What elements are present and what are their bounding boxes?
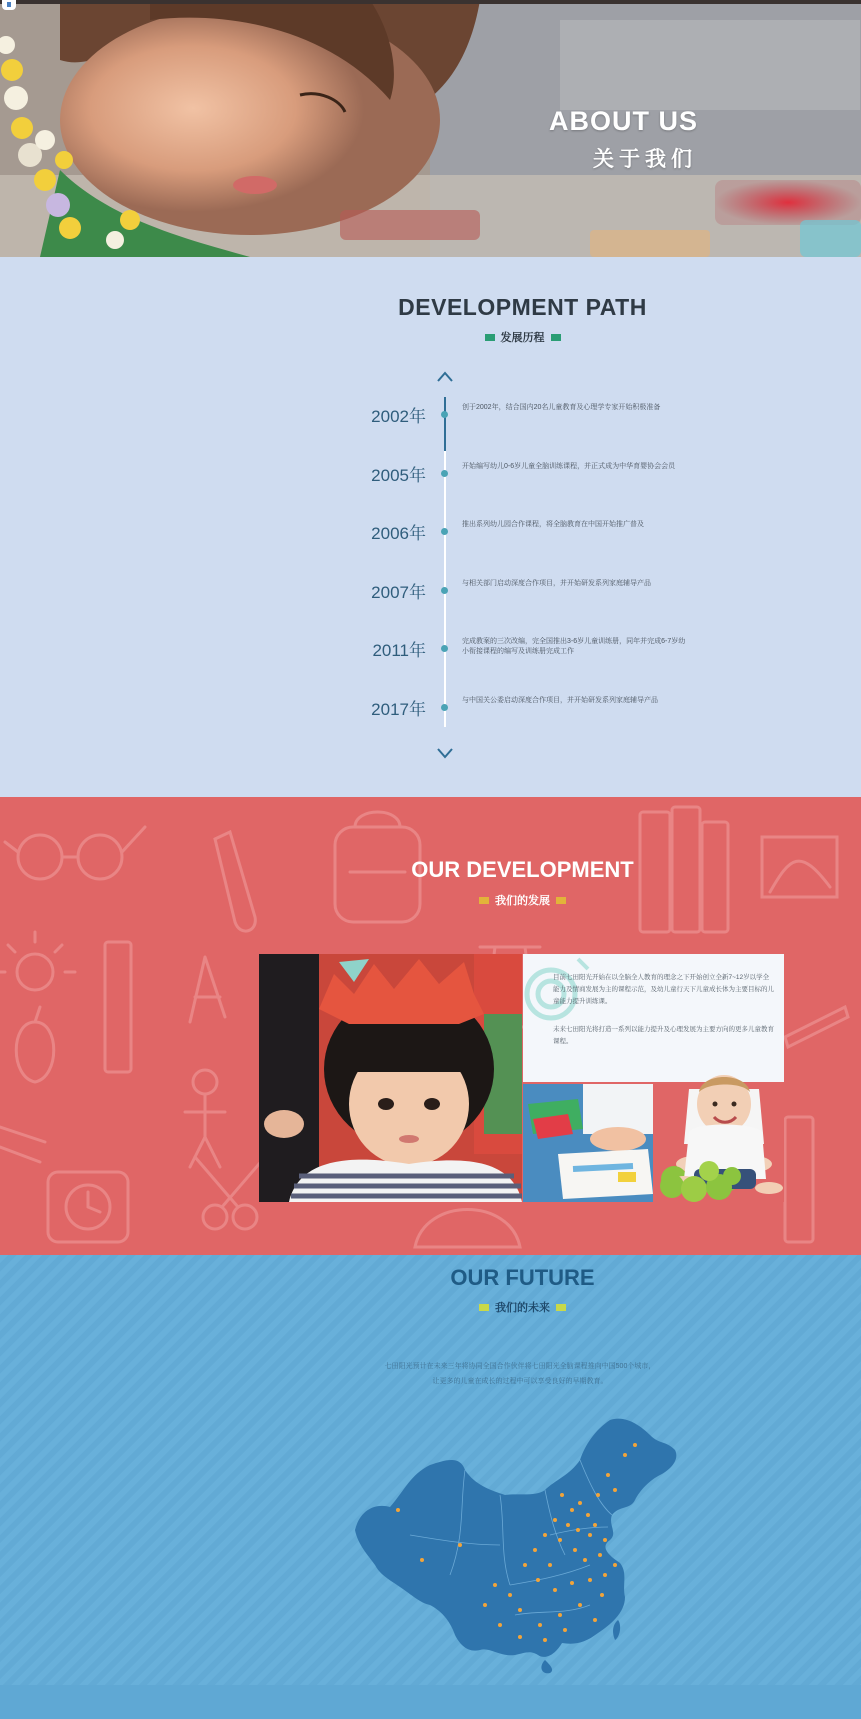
girl-party-hat-photo	[259, 954, 522, 1202]
development-path-subheading	[92, 329, 861, 345]
timeline-dot	[441, 704, 448, 711]
decor-square-left	[479, 897, 489, 904]
timeline-scroll-down-icon[interactable]	[437, 745, 453, 761]
page-corner-icon	[2, 0, 16, 10]
development-paragraph-2: 未来七田阳光将打造一系列以能力提升及心理发展为主要方向的更多儿童教育课程。	[553, 1026, 774, 1045]
china-map	[350, 1415, 695, 1675]
timeline-description: 推出系列幼儿园合作课程，将全脑教育在中国开始推广普及	[462, 521, 644, 528]
baby-figure	[654, 954, 784, 1202]
timeline-item[interactable]	[0, 578, 861, 608]
timeline-description: 完成教案的三次改编，完全国推出3-6岁儿童训练册，同年并完成6-7岁幼小衔接课程的编写及训练册完成工作	[462, 638, 686, 655]
future-footer-strip	[0, 1685, 861, 1719]
our-future-subheading	[92, 1299, 861, 1315]
timeline-description: 开始编写幼儿0-6岁儿童全脑训练课程，并正式成为中华育婴协会会员	[462, 463, 676, 470]
timeline-year: 2007年	[371, 583, 426, 602]
timeline-description: 与中国关公委启动深度合作项目，并开始研发系列家庭辅导产品	[462, 697, 658, 704]
timeline-dot	[441, 470, 448, 477]
our-development-section	[0, 797, 861, 1255]
timeline-item[interactable]	[0, 695, 861, 725]
decor-square-right	[551, 334, 561, 341]
decor-square-left	[485, 334, 495, 341]
browser-top-strip	[0, 0, 861, 4]
development-path-section	[0, 257, 861, 797]
development-paragraph-1: 目前七田阳光开始在以全脑全人教育的理念之下开始创立全新7~12岁以学全能力及情商发展为主的课程示范，及幼儿童行天下儿童成长体为主要目标的儿童能力提升训练课。	[553, 974, 774, 1005]
our-development-subheading	[92, 892, 861, 908]
timeline-item[interactable]	[0, 636, 861, 666]
hero-subtitle: 关于我们	[593, 148, 697, 171]
hero-title: ABOUT US	[549, 106, 698, 136]
toys-learning-photo	[523, 1084, 653, 1202]
our-future-subtitle: 我们的未来	[495, 1302, 550, 1314]
about-hero-banner	[0, 0, 861, 257]
our-development-subtitle: 我们的发展	[495, 895, 550, 907]
our-development-title: OUR DEVELOPMENT	[411, 857, 634, 882]
timeline-scroll-up-icon[interactable]	[437, 369, 453, 385]
timeline-year: 2005年	[371, 466, 426, 485]
future-text-line-1: 七田阳光预计在未来三年将协同全国合作伙伴将七田阳光全脑课程推向中国500个城市，	[384, 1363, 656, 1370]
decor-square-right	[556, 1304, 566, 1311]
decor-square-left	[479, 1304, 489, 1311]
timeline-description: 创于2002年，结合国内20名儿童教育及心理学专家开始积极准备	[462, 404, 661, 411]
our-future-section	[0, 1255, 861, 1719]
timeline-year: 2002年	[371, 407, 426, 426]
timeline-year: 2017年	[371, 700, 426, 719]
timeline-dot	[441, 528, 448, 535]
development-path-subtitle: 发展历程	[500, 332, 545, 344]
timeline-year: 2011年	[372, 641, 426, 660]
our-future-title: OUR FUTURE	[450, 1265, 595, 1290]
timeline-item[interactable]	[0, 461, 861, 491]
timeline-dot	[441, 587, 448, 594]
timeline-year: 2006年	[371, 524, 426, 543]
timeline-item[interactable]	[0, 402, 861, 432]
future-text-line-2: 让更多的儿童在成长的过程中可以享受良好的早期教育。	[432, 1378, 608, 1385]
development-path-title: DEVELOPMENT PATH	[398, 294, 647, 320]
timeline-dot	[441, 411, 448, 418]
timeline-dot	[441, 645, 448, 652]
timeline-item[interactable]	[0, 519, 861, 549]
decor-square-right	[556, 897, 566, 904]
timeline-description: 与相关部门启动深度合作项目，并开始研发系列家庭辅导产品	[462, 580, 651, 587]
hero-child-photo	[0, 0, 861, 257]
